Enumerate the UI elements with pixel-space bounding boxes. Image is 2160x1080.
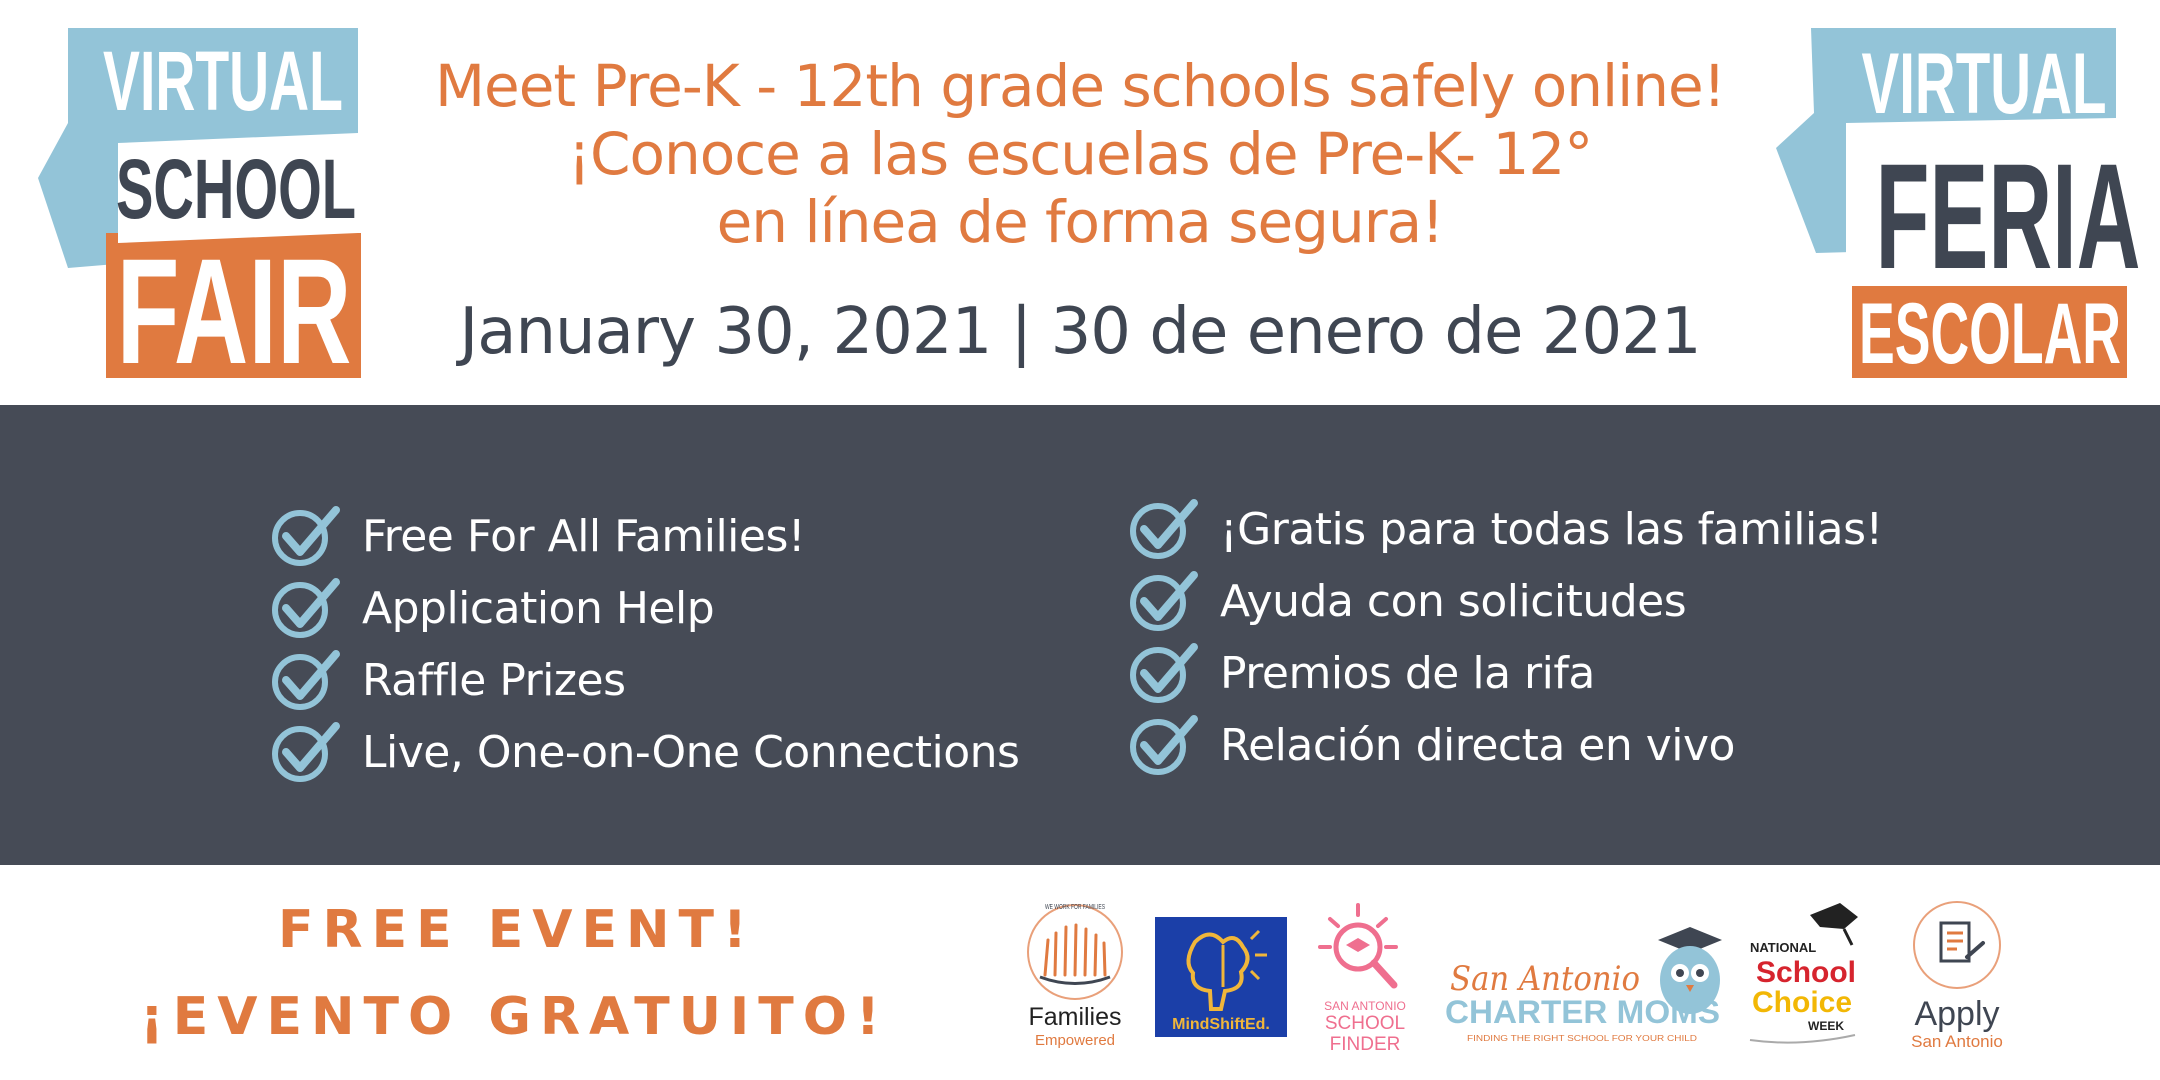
charter-line2: CHARTER MOMS [1445,994,1720,1030]
footer-band [0,865,2160,1080]
feature-text: Ayuda con solicitudes [1220,575,1687,627]
logo-left-line1: VIRTUAL [103,34,343,128]
list-item [1128,709,1883,781]
logo-right-line2: FERIA [1875,132,2141,300]
charter-tagline: FINDING THE RIGHT SCHOOL FOR YOUR CHILD [1467,1034,1698,1043]
families-sub: Empowered [1034,1032,1116,1049]
list-item [270,644,1019,716]
apply-name: Apply [1914,995,2000,1033]
virtual-feria-escolar-logo [1776,28,2141,382]
list-item [270,572,1019,644]
school-choice-week-logo [1740,895,1865,1055]
event-date: January 30, 2021 | 30 de enero de 2021 [459,295,1701,369]
checkmark-icon [1128,641,1200,705]
mindshift-name: MindShiftEd. [1172,1016,1270,1033]
checkmark-icon [270,648,342,712]
list-item [1128,565,1883,637]
list-item [1128,637,1883,709]
checkmark-icon [270,576,342,640]
logo-left-line3: FAIR [116,227,352,395]
checkmark-icon [1128,497,1200,561]
list-item [270,716,1019,788]
feature-text: Free For All Families! [362,510,806,562]
nscw-line1: NATIONAL [1750,940,1817,955]
checkmark-icon [1128,569,1200,633]
families-arc-text: WE WORK FOR FAMILIES [1045,904,1106,911]
headline [330,52,1830,256]
logo-left-line2: SCHOOL [116,142,356,236]
finder-line2: SCHOOL [1324,1013,1406,1034]
feature-text: ¡Gratis para todas las familias! [1220,503,1883,555]
feature-text: Live, One-on-One Connections [362,726,1020,778]
logo-right-line1: VIRTUAL [1861,36,2107,132]
feature-text: Application Help [362,582,715,634]
apply-sub: San Antonio [1911,1032,2003,1051]
headline-line1: Meet Pre-K - 12th grade schools safely online! [435,52,1725,120]
charter-moms-logo [1440,895,1725,1055]
free-event-spanish: ¡EVENTO GRATUITO! [140,987,889,1047]
checkmark-icon [270,504,342,568]
families-empowered-logo [1010,895,1140,1055]
apply-san-antonio-logo [1895,895,2020,1055]
features-english [270,500,1019,788]
charter-line1: San Antonio [1450,959,1640,999]
free-event-english: FREE EVENT! [278,900,756,960]
mindshifted-logo [1155,917,1287,1037]
feature-text: Premios de la rifa [1220,647,1595,699]
list-item [270,500,1019,572]
feature-text: Raffle Prizes [362,654,626,706]
headline-line2: ¡Conoce a las escuelas de Pre-K- 12° [567,120,1593,188]
school-finder-logo [1310,895,1420,1055]
checkmark-icon [1128,713,1200,777]
nscw-line4: WEEK [1808,1019,1844,1033]
checkmark-icon [270,720,342,784]
headline-line3: en línea de forma segura! [716,188,1444,256]
finder-line3: FINDER [1329,1034,1401,1055]
logo-right-line3: ESCOLAR [1859,286,2121,382]
feature-text: Relación directa en vivo [1220,719,1735,771]
finder-line1: SAN ANTONIO [1324,999,1406,1013]
virtual-school-fair-logo [38,28,368,395]
nscw-line3: Choice [1752,986,1853,1019]
features-band [0,405,2160,865]
families-name: Families [1028,1003,1122,1031]
list-item [1128,493,1883,565]
features-spanish [1128,493,1883,781]
header-band [0,0,2160,405]
nscw-line2: School [1756,956,1857,989]
